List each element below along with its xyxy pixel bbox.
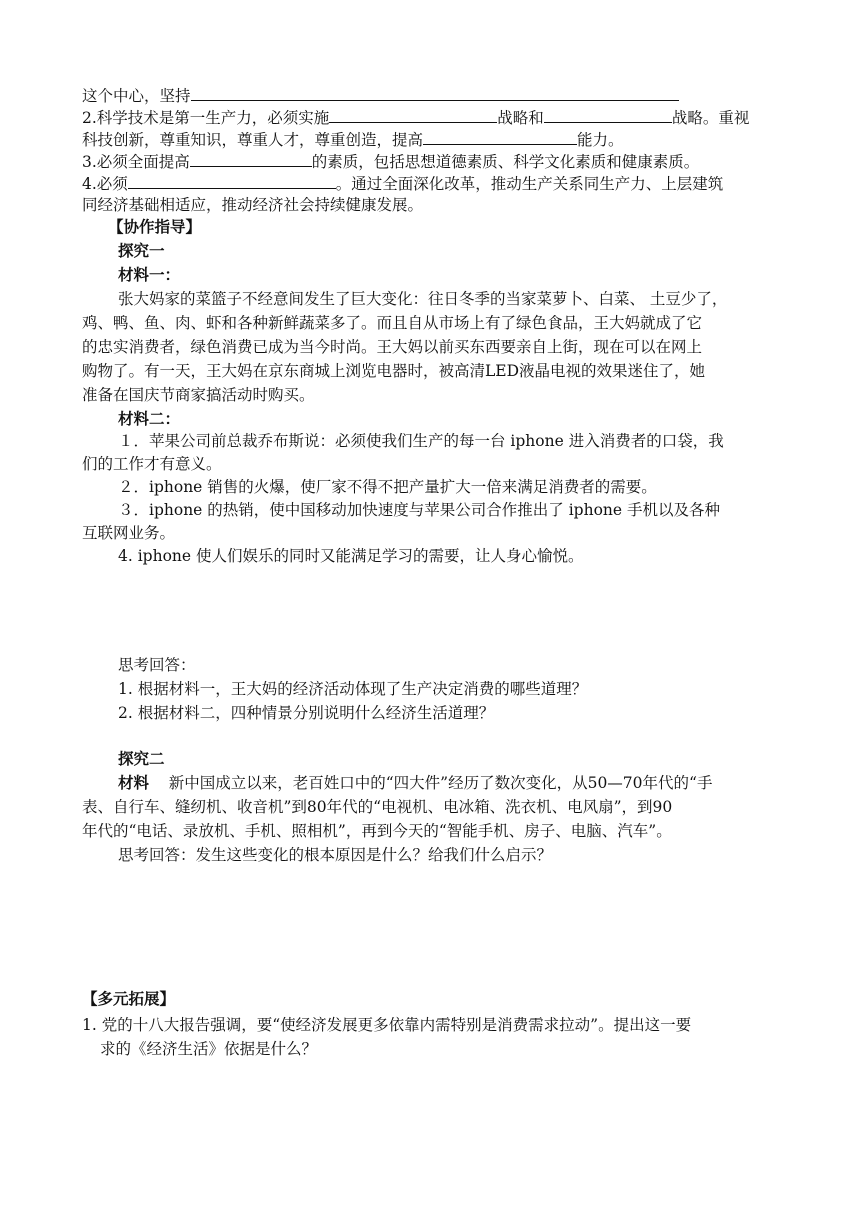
expand-question-line: 1. 党的十八大报告强调，要“使经济发展更多依靠内需特别是消费需求拉动”。提出这一要 [82, 1016, 692, 1034]
material1-line: 购物了。有一天，王大妈在京东商城上浏览电器时，被高清LED液晶电视的效果迷住了，她 [82, 362, 706, 380]
material1-line: 鸡、鸭、鱼、肉、虾和各种新鲜蔬菜多了。而且自从市场上有了绿色食品，王大妈就成了它 [82, 314, 703, 332]
expand-question-line: 求的《经济生活》依据是什么？ [100, 1040, 318, 1058]
material2-line: ２．iphone 销售的火爆，使厂家不得不把产量扩大一倍来满足消费者的需要。 [118, 478, 657, 496]
blank-3[interactable] [544, 106, 672, 123]
expand-heading: 【多元拓展】 [82, 989, 176, 1008]
blank-4[interactable] [423, 128, 577, 145]
fill-line-4 [82, 150, 782, 173]
material2-line: 互联网业务。 [82, 524, 176, 542]
think2-question: 思考回答：发生这些变化的根本原因是什么？给我们什么启示？ [118, 846, 553, 864]
line5-text-b: 。通过全面深化改革，推动生产关系同生产力、上层建筑 [335, 175, 724, 193]
explore2-heading: 探究二 [118, 749, 165, 768]
material3-line: 表、自行车、缝纫机、收音机”到80年代的“电视机、电冰箱、洗衣机、电风扇”，到90 [82, 798, 673, 816]
line3-text-b: 能力。 [577, 131, 624, 149]
material1-line: 的忠实消费者，绿色消费已成为当今时尚。王大妈以前买东西要亲自上街，现在可以在网上 [82, 338, 703, 356]
line5-text-a: 4.必须 [82, 175, 128, 193]
blank-5[interactable] [190, 150, 312, 167]
line2-text-b: 战略和 [497, 109, 544, 127]
fill-line-2 [82, 106, 782, 129]
material2-line: 们的工作才有意义。 [82, 455, 222, 473]
blank-2[interactable] [329, 106, 497, 123]
line3-text-a: 科技创新，尊重知识，尊重人才，尊重创造，提高 [82, 131, 424, 149]
material1-title: 材料一： [118, 265, 181, 284]
line2-text-a: 2.科学技术是第一生产力，必须实施 [82, 109, 330, 127]
question-item: 2. 根据材料二，四种情景分别说明什么经济生活道理？ [118, 704, 495, 722]
material3-line: 年代的“电话、录放机、手机、照相机”，再到今天的“智能手机、房子、电脑、汽车”。 [82, 822, 672, 840]
material1-line: 张大妈家的菜篮子不经意间发生了巨大变化：往日冬季的当家菜萝卜、白菜、 土豆少了， [118, 290, 728, 308]
material2-line: １．苹果公司前总裁乔布斯说：必须使我们生产的每一台 iphone 进入消费者的口袋，我 [118, 432, 724, 450]
fill-line-5 [82, 172, 782, 195]
line6-text: 同经济基础相适应，推动经济社会持续健康发展。 [82, 196, 424, 214]
material2-title: 材料二： [118, 409, 181, 428]
coop-heading: 【协作指导】 [108, 217, 202, 236]
blank-6[interactable] [128, 172, 336, 189]
blank-1[interactable] [191, 84, 679, 101]
line4-text-b: 的素质，包括思想道德素质、科学文化素质和健康素质。 [311, 153, 700, 171]
material2-line: 4. iphone 使人们娱乐的同时又能满足学习的需要，让人身心愉悦。 [118, 547, 584, 565]
line4-text-a: 3.必须全面提高 [82, 153, 190, 171]
line1-text: 这个中心，坚持 [82, 87, 191, 105]
material3-label: 材料 [118, 773, 150, 792]
material1-line: 准备在国庆节商家搞活动时购买。 [82, 386, 315, 404]
material3-line [118, 772, 782, 794]
question-item: 1. 根据材料一，王大妈的经济活动体现了生产决定消费的哪些道理？ [118, 680, 588, 698]
fill-line-3 [82, 128, 782, 151]
material3-line-text: 新中国成立以来，老百姓口中的“四大件”经历了数次变化，从50—70年代的“手 [168, 774, 713, 792]
think-title: 思考回答： [118, 656, 196, 674]
line2-text-c: 战略。重视 [671, 109, 750, 127]
explore1-heading: 探究一 [118, 241, 165, 260]
fill-line-1 [82, 84, 782, 107]
material2-line: ３．iphone 的热销，使中国移动加快速度与苹果公司合作推出了 iphone 手机以及各种 [118, 501, 720, 519]
fill-line-6 [82, 194, 782, 216]
